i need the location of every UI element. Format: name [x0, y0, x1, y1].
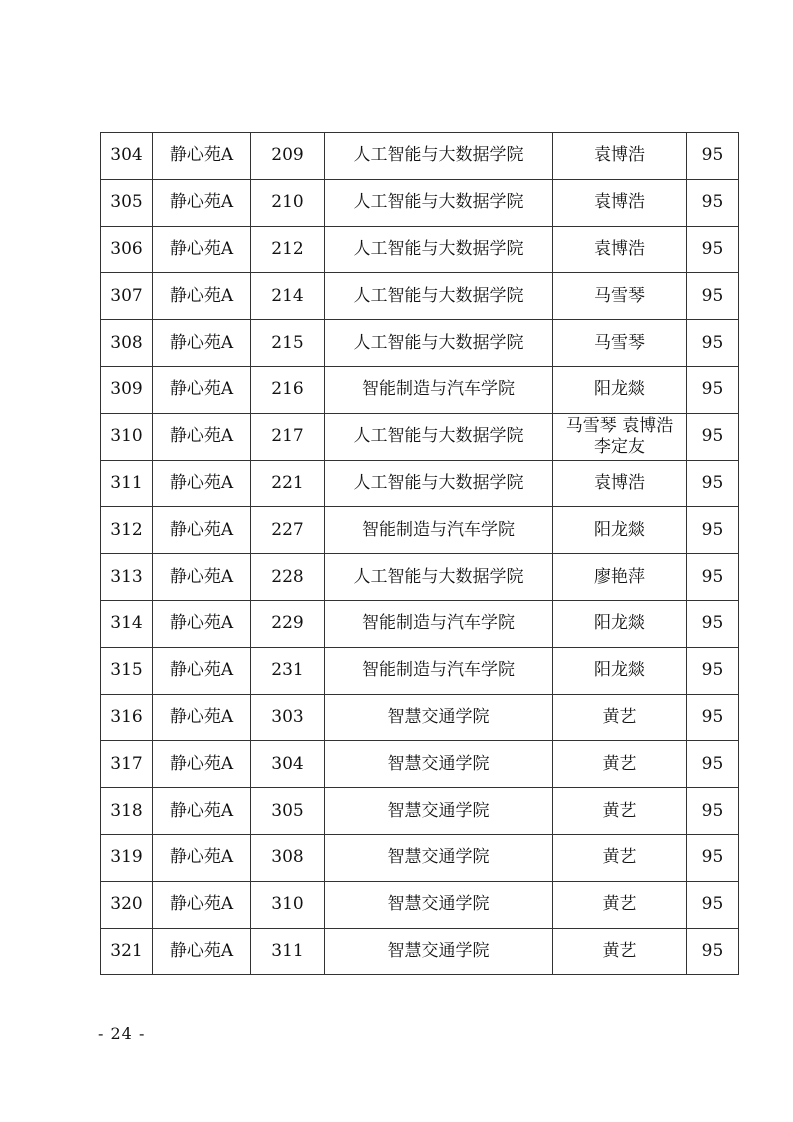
table-row: [101, 413, 739, 460]
cell-room: 221: [251, 460, 325, 507]
cell-college: 智能制造与汽车学院: [325, 647, 553, 694]
table-row: [101, 507, 739, 554]
table-row: [101, 320, 739, 367]
cell-college: 智慧交通学院: [325, 881, 553, 928]
cell-teacher: 马雪琴: [553, 320, 687, 367]
cell-teacher: 黄艺: [553, 881, 687, 928]
cell-building: 静心苑A: [153, 320, 251, 367]
cell-room: 212: [251, 226, 325, 273]
cell-score: 95: [687, 600, 739, 647]
cell-score: 95: [687, 366, 739, 413]
cell-room: 304: [251, 741, 325, 788]
cell-score: 95: [687, 413, 739, 460]
cell-teacher: 阳龙燚: [553, 507, 687, 554]
cell-score: 95: [687, 741, 739, 788]
table-row: [101, 694, 739, 741]
page-number: - 24 -: [98, 1024, 146, 1043]
cell-score: 95: [687, 226, 739, 273]
cell-teacher: 马雪琴: [553, 273, 687, 320]
cell-college: 智能制造与汽车学院: [325, 366, 553, 413]
cell-room: 305: [251, 788, 325, 835]
cell-teacher: 黄艺: [553, 834, 687, 881]
table-row: [101, 881, 739, 928]
table-row: [101, 928, 739, 975]
cell-building: 静心苑A: [153, 647, 251, 694]
cell-teacher: 袁博浩: [553, 179, 687, 226]
cell-score: 95: [687, 273, 739, 320]
cell-number: 316: [101, 694, 153, 741]
cell-teacher: 袁博浩: [553, 460, 687, 507]
cell-teacher: 黄艺: [553, 928, 687, 975]
cell-number: 308: [101, 320, 153, 367]
cell-room: 214: [251, 273, 325, 320]
cell-room: 311: [251, 928, 325, 975]
cell-number: 321: [101, 928, 153, 975]
cell-building: 静心苑A: [153, 273, 251, 320]
cell-building: 静心苑A: [153, 366, 251, 413]
cell-building: 静心苑A: [153, 554, 251, 601]
cell-room: 231: [251, 647, 325, 694]
cell-number: 311: [101, 460, 153, 507]
cell-teacher: 阳龙燚: [553, 647, 687, 694]
cell-building: 静心苑A: [153, 928, 251, 975]
table-row: [101, 273, 739, 320]
cell-building: 静心苑A: [153, 413, 251, 460]
table-row: [101, 179, 739, 226]
table-row: [101, 554, 739, 601]
table-row: [101, 647, 739, 694]
cell-building: 静心苑A: [153, 460, 251, 507]
cell-teacher: [553, 413, 687, 460]
table-row: [101, 366, 739, 413]
cell-building: 静心苑A: [153, 600, 251, 647]
cell-number: 317: [101, 741, 153, 788]
cell-college: 人工智能与大数据学院: [325, 460, 553, 507]
teacher-line: 李定友: [594, 436, 645, 457]
cell-room: 229: [251, 600, 325, 647]
cell-number: 314: [101, 600, 153, 647]
cell-number: 309: [101, 366, 153, 413]
cell-room: 228: [251, 554, 325, 601]
cell-number: 305: [101, 179, 153, 226]
cell-building: 静心苑A: [153, 694, 251, 741]
cell-number: 307: [101, 273, 153, 320]
cell-college: 人工智能与大数据学院: [325, 413, 553, 460]
cell-room: 303: [251, 694, 325, 741]
cell-number: 306: [101, 226, 153, 273]
cell-score: 95: [687, 647, 739, 694]
cell-building: 静心苑A: [153, 834, 251, 881]
cell-college: 人工智能与大数据学院: [325, 133, 553, 180]
cell-number: 319: [101, 834, 153, 881]
table-row: [101, 600, 739, 647]
table-row: [101, 133, 739, 180]
cell-score: 95: [687, 460, 739, 507]
cell-room: 216: [251, 366, 325, 413]
cell-teacher: 阳龙燚: [553, 366, 687, 413]
cell-building: 静心苑A: [153, 133, 251, 180]
cell-score: 95: [687, 320, 739, 367]
cell-score: 95: [687, 928, 739, 975]
cell-number: 320: [101, 881, 153, 928]
table-row: [101, 741, 739, 788]
cell-score: 95: [687, 554, 739, 601]
cell-college: 智慧交通学院: [325, 788, 553, 835]
table-row: [101, 834, 739, 881]
cell-building: 静心苑A: [153, 881, 251, 928]
cell-score: 95: [687, 694, 739, 741]
cell-number: 312: [101, 507, 153, 554]
cell-college: 人工智能与大数据学院: [325, 179, 553, 226]
cell-score: 95: [687, 179, 739, 226]
cell-score: 95: [687, 133, 739, 180]
cell-room: 308: [251, 834, 325, 881]
cell-room: 227: [251, 507, 325, 554]
table-row: [101, 460, 739, 507]
cell-teacher: 黄艺: [553, 694, 687, 741]
records-table: [100, 132, 739, 975]
cell-college: 智慧交通学院: [325, 694, 553, 741]
cell-teacher: 袁博浩: [553, 226, 687, 273]
cell-college: 人工智能与大数据学院: [325, 226, 553, 273]
cell-college: 人工智能与大数据学院: [325, 320, 553, 367]
cell-room: 209: [251, 133, 325, 180]
cell-score: 95: [687, 788, 739, 835]
teacher-line: 马雪琴 袁博浩: [565, 415, 674, 436]
cell-building: 静心苑A: [153, 507, 251, 554]
cell-room: 310: [251, 881, 325, 928]
cell-score: 95: [687, 834, 739, 881]
cell-number: 304: [101, 133, 153, 180]
cell-college: 智慧交通学院: [325, 928, 553, 975]
cell-number: 315: [101, 647, 153, 694]
cell-number: 313: [101, 554, 153, 601]
table-row: [101, 226, 739, 273]
cell-college: 人工智能与大数据学院: [325, 273, 553, 320]
cell-teacher: 廖艳萍: [553, 554, 687, 601]
table-row: [101, 788, 739, 835]
cell-college: 智慧交通学院: [325, 741, 553, 788]
cell-number: 318: [101, 788, 153, 835]
cell-teacher: 黄艺: [553, 788, 687, 835]
cell-college: 智慧交通学院: [325, 834, 553, 881]
cell-room: 215: [251, 320, 325, 367]
cell-score: 95: [687, 881, 739, 928]
cell-score: 95: [687, 507, 739, 554]
table-body: [101, 133, 739, 975]
cell-teacher: 阳龙燚: [553, 600, 687, 647]
cell-teacher: 袁博浩: [553, 133, 687, 180]
cell-college: 智能制造与汽车学院: [325, 600, 553, 647]
cell-number: 310: [101, 413, 153, 460]
cell-building: 静心苑A: [153, 226, 251, 273]
cell-college: 智能制造与汽车学院: [325, 507, 553, 554]
cell-college: 人工智能与大数据学院: [325, 554, 553, 601]
cell-building: 静心苑A: [153, 179, 251, 226]
cell-building: 静心苑A: [153, 741, 251, 788]
cell-building: 静心苑A: [153, 788, 251, 835]
cell-room: 210: [251, 179, 325, 226]
cell-teacher: 黄艺: [553, 741, 687, 788]
cell-room: 217: [251, 413, 325, 460]
